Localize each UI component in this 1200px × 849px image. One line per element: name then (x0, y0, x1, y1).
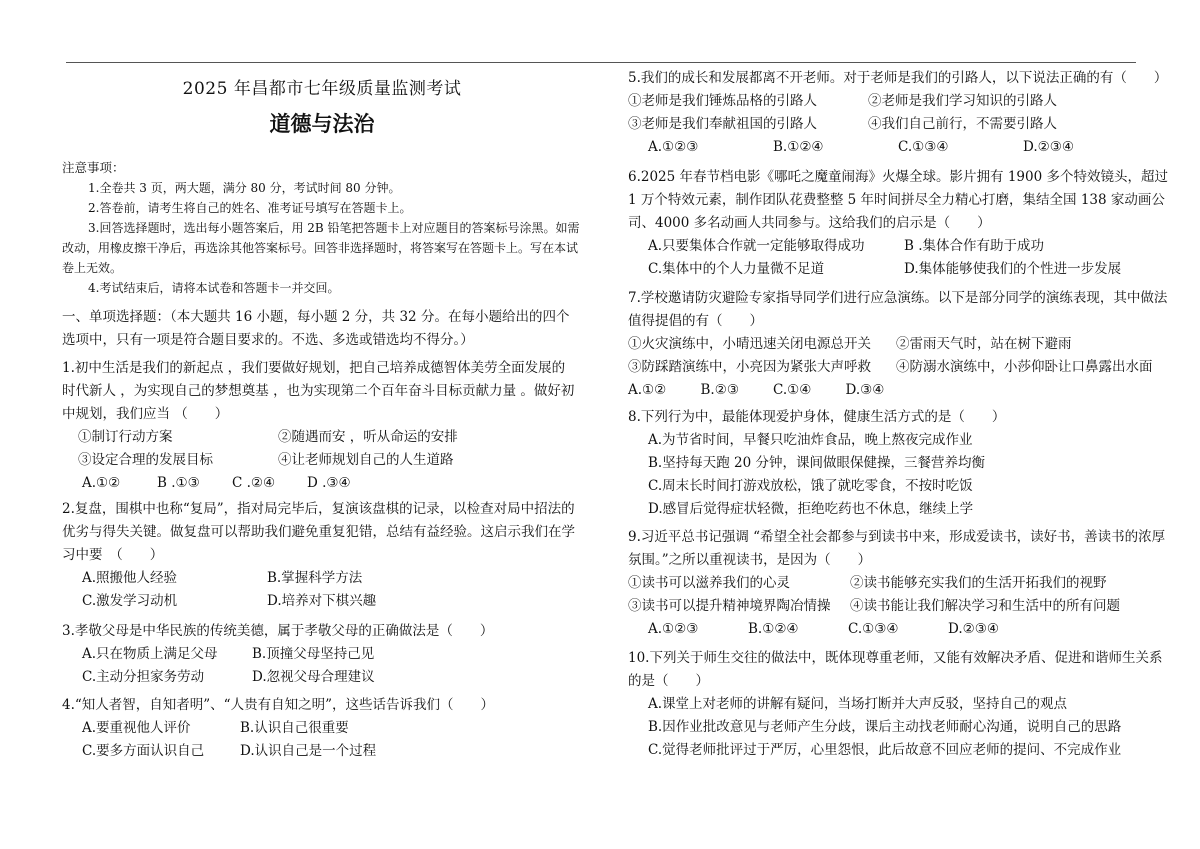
question-items (628, 90, 1168, 136)
choice-a[interactable]: A.①② (628, 382, 667, 398)
item: ②随遇而安 ，听从命运的安排 (278, 429, 458, 445)
choice-b[interactable]: B.掌握科学方法 (267, 570, 363, 586)
choice-a[interactable]: A.课堂上对老师的讲解有疑问，当场打断并大声反驳，坚持自己的观点 (648, 696, 1068, 712)
choice-c[interactable]: C.要多方面认识自己 (82, 743, 205, 759)
item: ①制订行动方案 (78, 429, 173, 445)
choice-c[interactable]: C.集体中的个人力量微不足道 (648, 261, 825, 277)
choice-d[interactable]: D.感冒后觉得症状轻微，拒绝吃药也不休息，继续上学 (648, 501, 974, 517)
choice-d[interactable]: D.认识自己是一个过程 (240, 743, 377, 759)
answer-choices (628, 136, 1148, 159)
choice-d[interactable]: D.集体能够使我们的个性进一步发展 (904, 261, 1122, 277)
choice-a[interactable]: A.要重视他人评价 (82, 720, 191, 736)
question-stem: 5.我们的成长和发展都离不开老师。对于老师是我们的引路人，以下说法正确的有（ ） (628, 70, 1168, 86)
choice-c[interactable]: C.觉得老师批评过于严厉，心里怨恨，此后故意不回应老师的提问、不完成作业 (648, 742, 1122, 758)
question-8 (628, 406, 1168, 521)
question-1 (62, 357, 577, 495)
subject-title: 道德与法治 (269, 112, 375, 136)
section-title: 一、单项选择题：（本大题共 16 小题，每小题 2 分，共 32 分。在每小题给出的四个选项中，只有一项是符合题目要求的。不选、多选或错选均不得分。） (62, 309, 570, 348)
item: ③防踩踏演练中，小亮因为紧张大声呼救 (628, 359, 871, 375)
item: ④让老师规划自己的人生道路 (278, 452, 454, 468)
question-stem: 7.学校邀请防灾避险专家指导同学们进行应急演练。以下是部分同学的演练表现，其中做法值得提倡的有（ ） (628, 290, 1168, 329)
choice-b[interactable]: B .①③ (157, 475, 200, 491)
choice-a[interactable]: A.为节省时间，早餐只吃油炸食品，晚上熬夜完成作业 (648, 432, 973, 448)
item: ④防溺水演练中，小莎仰卧让口鼻露出水面 (896, 359, 1153, 375)
question-2 (62, 498, 577, 613)
answer-choices (628, 693, 1168, 762)
answer-choices (628, 429, 1168, 521)
answer-choices (62, 567, 577, 613)
question-7 (628, 287, 1168, 402)
item: ①读书可以滋养我们的心灵 (628, 575, 790, 591)
question-stem: 6.2025 年春节档电影《哪吒之魔童闹海》火爆全球。影片拥有 1900 多个特效镜头，超过 1 万个特效元素，制作团队花费整整 5 年时间拼尽全力精心打磨，集结全国 138 家动画公司、4000 多名动画人共同参与。这给我们的启示是（ ） (628, 169, 1168, 231)
choice-d[interactable]: D.忽视父母合理建议 (252, 669, 375, 685)
item: ②雷雨天气时，站在树下避雨 (896, 336, 1072, 352)
question-stem: 8.下列行为中，最能体现爱护身体，健康生活方式的是（ ） (628, 409, 1006, 425)
choice-b[interactable]: B.①②④ (748, 621, 799, 637)
question-stem: 3.孝敬父母是中华民族的传统美德，属于孝敬父母的正确做法是（ ） (62, 623, 494, 639)
choice-b[interactable]: B.认识自己很重要 (240, 720, 349, 736)
choice-c[interactable]: C.①④ (773, 382, 812, 398)
choice-d[interactable]: D.②③④ (1023, 139, 1074, 155)
item: ③读书可以提升精神境界陶冶情操 (628, 598, 831, 614)
note-item: 4.考试结束后，请将本试卷和答题卡一并交回。 (88, 281, 340, 295)
question-6 (628, 166, 1168, 281)
item: ②老师是我们学习知识的引路人 (868, 93, 1057, 109)
choice-c[interactable]: C.激发学习动机 (82, 593, 178, 609)
item: ②读书能够充实我们的生活开拓我们的视野 (850, 575, 1107, 591)
item: ③设定合理的发展目标 (78, 452, 213, 468)
choice-a[interactable]: A.照搬他人经验 (82, 570, 178, 586)
choice-a[interactable]: A.①② (82, 475, 121, 491)
answer-choices (62, 717, 577, 763)
choice-b[interactable]: B.①②④ (773, 139, 824, 155)
question-10 (628, 647, 1168, 762)
question-stem: 10.下列关于师生交往的做法中，既体现尊重老师，又能有效解决矛盾、促进和谐师生关系的是（ ） (628, 650, 1163, 689)
choice-b[interactable]: B.顶撞父母坚持己见 (252, 646, 375, 662)
item: ①火灾演练中，小晴迅速关闭电源总开关 (628, 336, 871, 352)
notes-heading: 注意事项： (62, 160, 125, 175)
question-9 (628, 526, 1168, 641)
choice-d[interactable]: D.②③④ (948, 621, 999, 637)
note-item: 3.回答选择题时，选出每小题答案后，用 2B 铅笔把答题卡上对应题目的答案标号涂黑。如需改动，用橡皮擦干净后，再选涂其他答案标号。回答非选择题时，将答案写在答题卡上。写在本试卷上无效。 (62, 221, 580, 275)
question-3 (62, 620, 577, 689)
question-items (62, 426, 577, 472)
question-stem: 1.初中生活是我们的新起点 ，我们要做好规划，把自己培养成德智体美劳全面发展的时代新人 ，为实现自己的梦想奠基 ，也为实现第二个百年奋斗目标贡献力量 。做好初中规划，我们应当 （ ） (62, 360, 575, 422)
question-5 (628, 67, 1168, 159)
choice-d[interactable]: D.③④ (845, 382, 885, 398)
item: ①老师是我们锤炼品格的引路人 (628, 93, 817, 109)
choice-b[interactable]: B.坚持每天跑 20 分钟，课间做眼保健操，三餐营养均衡 (648, 455, 985, 471)
top-rule (66, 62, 1136, 63)
question-items (628, 333, 1168, 379)
choice-b[interactable]: B.②③ (700, 382, 739, 398)
choice-b[interactable]: B.因作业批改意见与老师产生分歧，课后主动找老师耐心沟通，说明自己的思路 (648, 719, 1122, 735)
choice-c[interactable]: C .②④ (232, 475, 276, 491)
choice-c[interactable]: C.①③④ (848, 621, 899, 637)
answer-choices (628, 235, 1168, 281)
answer-choices (628, 618, 1048, 641)
choice-c[interactable]: C.周末长时间打游戏放松，饿了就吃零食，不按时吃饭 (648, 478, 973, 494)
choice-b[interactable]: B .集体合作有助于成功 (904, 238, 1045, 254)
choice-c[interactable]: C.①③④ (898, 139, 949, 155)
choice-d[interactable]: D.培养对下棋兴趣 (267, 593, 377, 609)
question-items (628, 572, 1168, 618)
answer-choices (62, 643, 577, 689)
answer-choices (62, 472, 382, 495)
choice-a[interactable]: A.只要集体合作就一定能够取得成功 (648, 238, 865, 254)
choice-d[interactable]: D .③④ (307, 475, 351, 491)
answer-choices (628, 379, 918, 402)
note-item: 1.全卷共 3 页，两大题，满分 80 分，考试时间 80 分钟。 (88, 181, 401, 195)
question-4 (62, 694, 577, 763)
item: ③老师是我们奉献祖国的引路人 (628, 116, 817, 132)
choice-a[interactable]: A.只在物质上满足父母 (82, 646, 218, 662)
choice-a[interactable]: A.①②③ (648, 621, 699, 637)
item: ④我们自己前行，不需要引路人 (868, 116, 1057, 132)
question-stem: 4.“知人者智，自知者明”、“人贵有自知之明”，这些话告诉我们（ ） (62, 697, 494, 713)
item: ④读书能让我们解决学习和生活中的所有问题 (850, 598, 1120, 614)
question-stem: 2.复盘，围棋中也称“复局”，指对局完毕后，复演该盘棋的记录，以检查对局中招法的优劣与得失关键。做复盘可以帮助我们避免重复犯错，总结有益经验。这启示我们在学习中要 （ ） (62, 501, 575, 563)
note-item: 2.答卷前，请考生将自己的姓名、准考证号填写在答题卡上。 (88, 201, 412, 215)
question-stem: 9.习近平总书记强调 “希望全社会都参与到读书中来，形成爱读书，读好书，善读书的浓厚氛围。”之所以重视读书，是因为（ ） (628, 529, 1166, 568)
choice-a[interactable]: A.①②③ (648, 139, 699, 155)
exam-title: 2025 年昌都市七年级质量监测考试 (182, 79, 462, 99)
exam-notes (62, 158, 582, 298)
choice-c[interactable]: C.主动分担家务劳动 (82, 669, 205, 685)
